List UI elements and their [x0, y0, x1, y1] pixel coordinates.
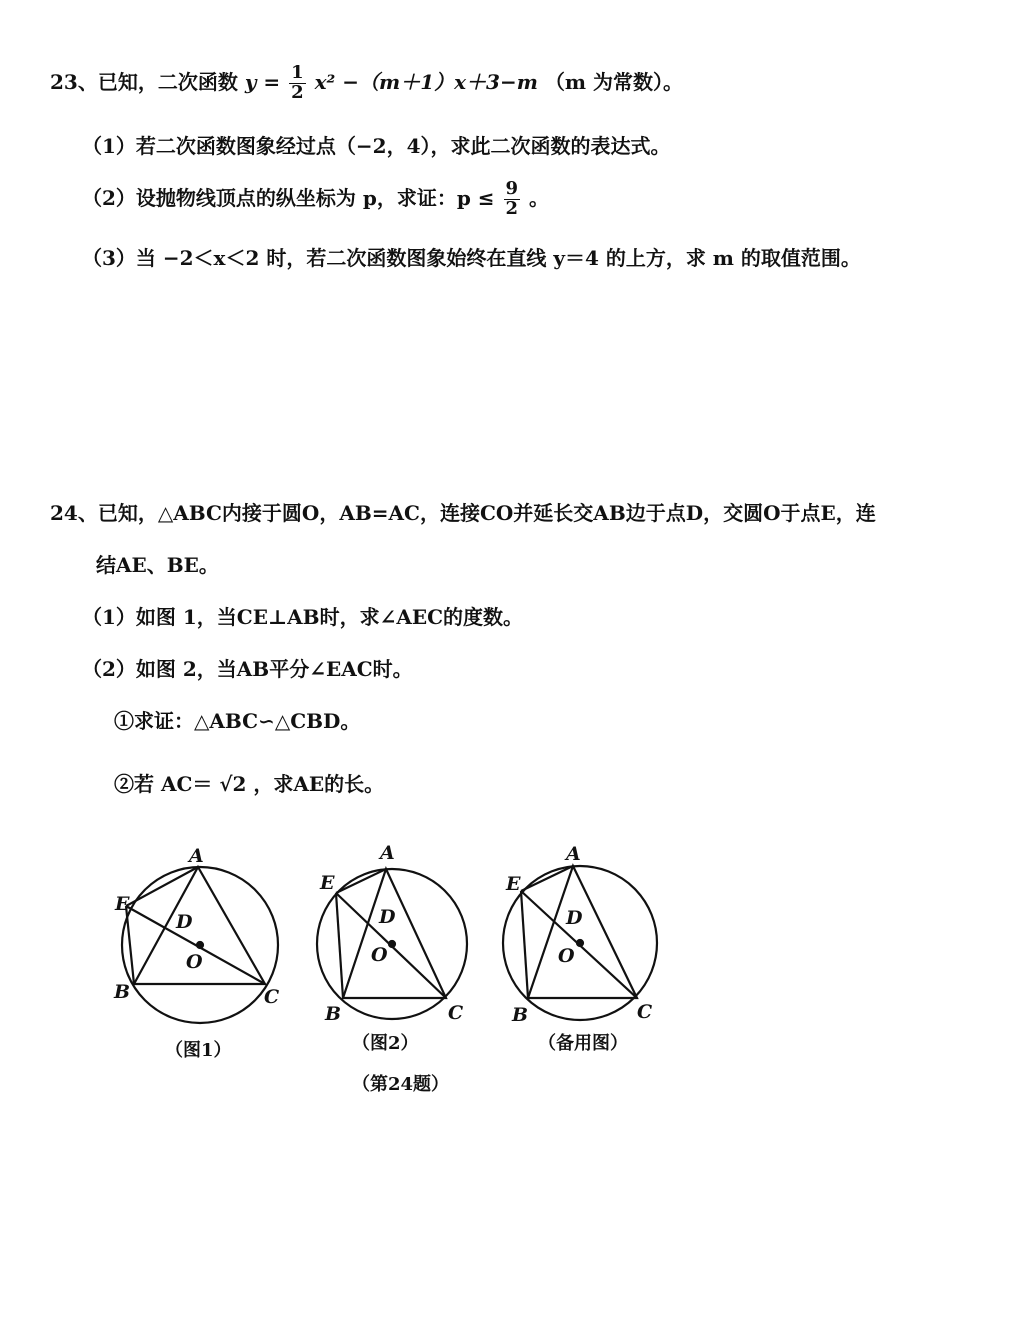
fig3-circle — [503, 866, 657, 1020]
q23-stem — [50, 64, 683, 103]
fig2-label-d: D — [379, 906, 396, 928]
q23-intro-prefix: 23、已知，二次函数 — [50, 69, 238, 94]
fig1-label-o: O — [186, 951, 203, 973]
q23-part2-prefix: （2）设抛物线顶点的纵坐标为 p，求证：p ≤ — [82, 185, 495, 210]
figure-2 — [317, 842, 467, 1025]
sqrt2: √2 — [219, 772, 247, 796]
fig3-center-dot — [577, 940, 583, 946]
fig1-line-be — [126, 906, 134, 984]
fig2-line-ce — [336, 893, 446, 998]
caption-question-24: （第24题） — [352, 1074, 450, 1095]
q23-part3: （3）当 −2＜x＜2 时，若二次函数图象始终在直线 y＝4 的上方，求 m 的取值范围。 — [82, 246, 861, 270]
fig3-line-be — [521, 891, 528, 998]
q24-intro-line2: 结AE、BE。 — [96, 553, 219, 577]
nine-halves-fraction — [504, 180, 521, 219]
two-denominator: 2 — [505, 197, 519, 219]
half-numerator: 1 — [291, 62, 304, 83]
fig3-line-ce — [521, 891, 637, 998]
q24-part2a: ①求证：△ABC∽△CBD。 — [114, 709, 361, 733]
fig1-label-b: B — [114, 981, 131, 1003]
fig1-circle — [122, 867, 278, 1023]
q23-part2 — [82, 180, 549, 219]
fig2-label-c: C — [448, 1002, 464, 1024]
q23-part2-suffix: 。 — [529, 185, 550, 210]
half-fraction — [289, 64, 306, 103]
q24-part2b — [114, 768, 384, 797]
fig3-label-o: O — [558, 945, 575, 967]
fig2-label-e: E — [320, 872, 335, 894]
fig2-center-dot — [389, 941, 395, 947]
caption-figure-spare: （备用图） — [538, 1033, 628, 1054]
nine-numerator: 9 — [505, 178, 519, 199]
fig1-line-ae — [126, 867, 198, 906]
q24-part2b-suffix: ，求AE的长。 — [253, 772, 385, 796]
q24-part2b-prefix: ②若 AC＝ — [114, 772, 213, 796]
fig2-label-o: O — [371, 944, 388, 966]
fig1-label-a: A — [189, 845, 204, 867]
q23-function-rest: x² −（m＋1）x＋3−m — [314, 69, 538, 94]
fig1-center-dot — [197, 942, 203, 948]
fig2-triangle-abc — [343, 869, 446, 998]
q24-intro-line1: 24、已知，△ABC内接于圆O，AB=AC，连接CO并延长交AB边于点D，交圆O于点E，连 — [50, 501, 876, 525]
fig3-label-d: D — [566, 907, 583, 929]
fig3-label-b: B — [512, 1004, 529, 1026]
q23-part1: （1）若二次函数图象经过点（−2，4），求此二次函数的表达式。 — [82, 134, 671, 158]
half-denominator: 2 — [291, 81, 304, 103]
fig3-label-c: C — [637, 1001, 653, 1023]
caption-figure-1: （图1） — [165, 1040, 232, 1061]
fig3-line-ae — [521, 866, 573, 891]
fig2-line-ae — [336, 869, 386, 893]
fig2-circle — [317, 869, 467, 1019]
fig3-triangle-abc — [528, 866, 637, 998]
figure-spare — [503, 843, 657, 1026]
fig1-line-ce — [126, 906, 265, 984]
fig3-label-e: E — [506, 873, 521, 895]
fig1-label-c: C — [264, 986, 280, 1008]
q24-part2: （2）如图 2，当AB平分∠EAC时。 — [82, 657, 413, 681]
q23-y-eq: y = — [244, 69, 281, 94]
q23-intro-suffix: （m 为常数）。 — [544, 69, 683, 94]
fig3-label-a: A — [566, 843, 581, 865]
fig1-triangle-abc — [134, 867, 265, 984]
fig1-label-d: D — [176, 911, 193, 933]
figure-1 — [113, 845, 279, 1023]
fig2-label-a: A — [380, 842, 395, 864]
fig2-line-be — [336, 893, 343, 998]
fig2-label-b: B — [325, 1003, 342, 1025]
fig1-label-e: E — [115, 893, 130, 915]
q24-part1: （1）如图 1，当CE⊥AB时，求∠AEC的度数。 — [82, 605, 524, 629]
caption-figure-2: （图2） — [352, 1033, 419, 1054]
